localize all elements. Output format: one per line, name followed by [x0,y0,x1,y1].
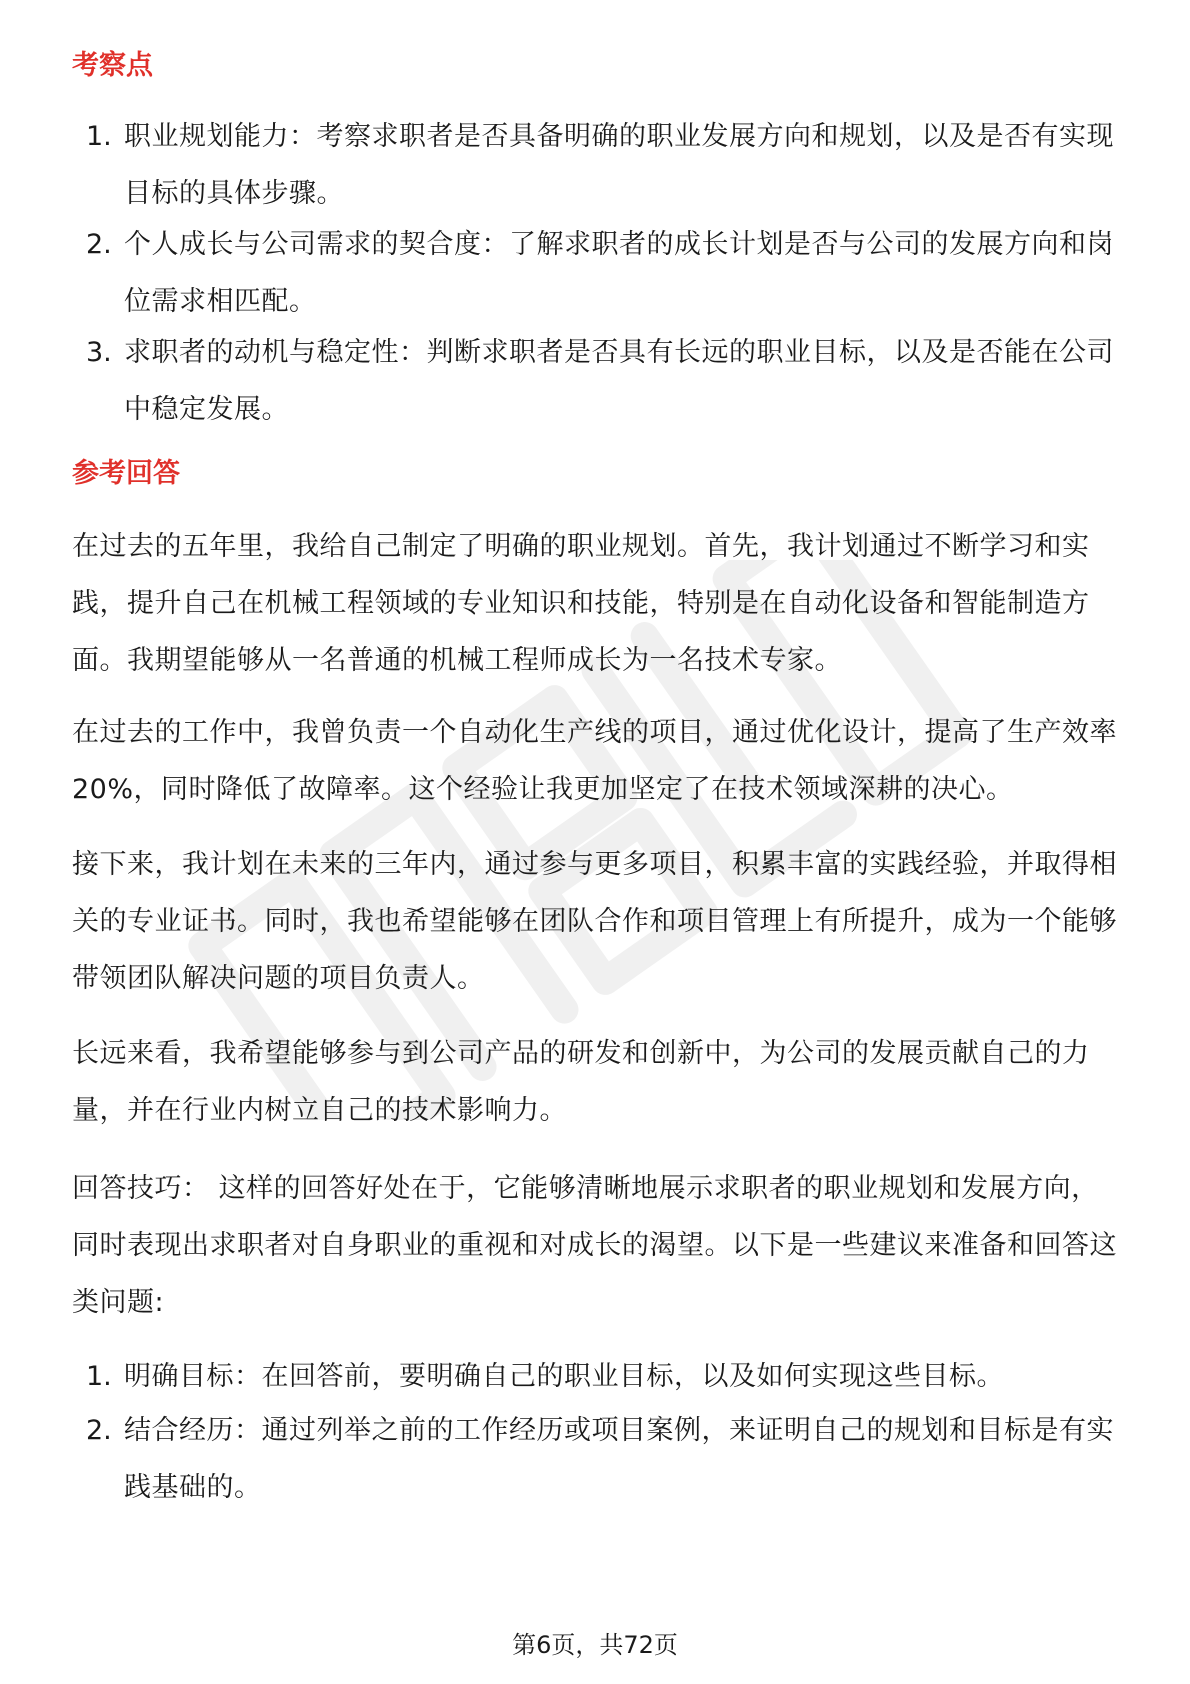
list-item-number: 3. [86,337,112,368]
answer-tips-paragraph: 回答技巧： 这样的回答好处在于，它能够清晰地展示求职者的职业规划和发展方向，同时表现出求职者对自身职业的重视和对成长的渴望。以下是一些建议来准备和回答这类问题: [72,1173,1117,1318]
list-item-number: 2. [86,1415,112,1446]
section-title-assessment: 考察点 [72,50,153,81]
answer-paragraph: 在过去的五年里，我给自己制定了明确的职业规划。首先，我计划通过不断学习和实践，提升自己在机械工程领域的专业知识和技能，特别是在自动化设备和智能制造方面。我期望能够从一名普通的机械工程师成长为一名技术专家。 [72,531,1090,676]
page-number-footer: 第6页，共72页 [512,1631,678,1659]
answer-paragraph: 长远来看，我希望能够参与到公司产品的研发和创新中，为公司的发展贡献自己的力量，并在行业内树立自己的技术影响力。 [72,1038,1090,1126]
list-item-number: 1. [86,1361,112,1392]
list-item-text: 结合经历：通过列举之前的工作经历或项目案例，来证明自己的规划和目标是有实践基础的。 [124,1415,1114,1503]
answer-paragraph: 接下来，我计划在未来的三年内，通过参与更多项目，积累丰富的实践经验，并取得相关的专业证书。同时，我也希望能够在团队合作和项目管理上有所提升，成为一个能够带领团队解决问题的项目负责人。 [72,849,1117,994]
answer-paragraph: 在过去的工作中，我曾负责一个自动化生产线的项目，通过优化设计，提高了生产效率20%，同时降低了故障率。这个经验让我更加坚定了在技术领域深耕的决心。 [72,717,1117,805]
list-item-text: 个人成长与公司需求的契合度：了解求职者的成长计划是否与公司的发展方向和岗位需求相匹配。 [124,229,1114,317]
list-item-number: 2. [86,229,112,260]
list-item-text: 职业规划能力：考察求职者是否具备明确的职业发展方向和规划，以及是否有实现目标的具体步骤。 [124,121,1114,209]
section-title-reference-answer: 参考回答 [72,458,180,489]
list-item-number: 1. [86,121,112,152]
list-item-text: 明确目标：在回答前，要明确自己的职业目标，以及如何实现这些目标。 [124,1361,1004,1392]
list-item-text: 求职者的动机与稳定性：判断求职者是否具有长远的职业目标，以及是否能在公司中稳定发展。 [124,337,1114,425]
